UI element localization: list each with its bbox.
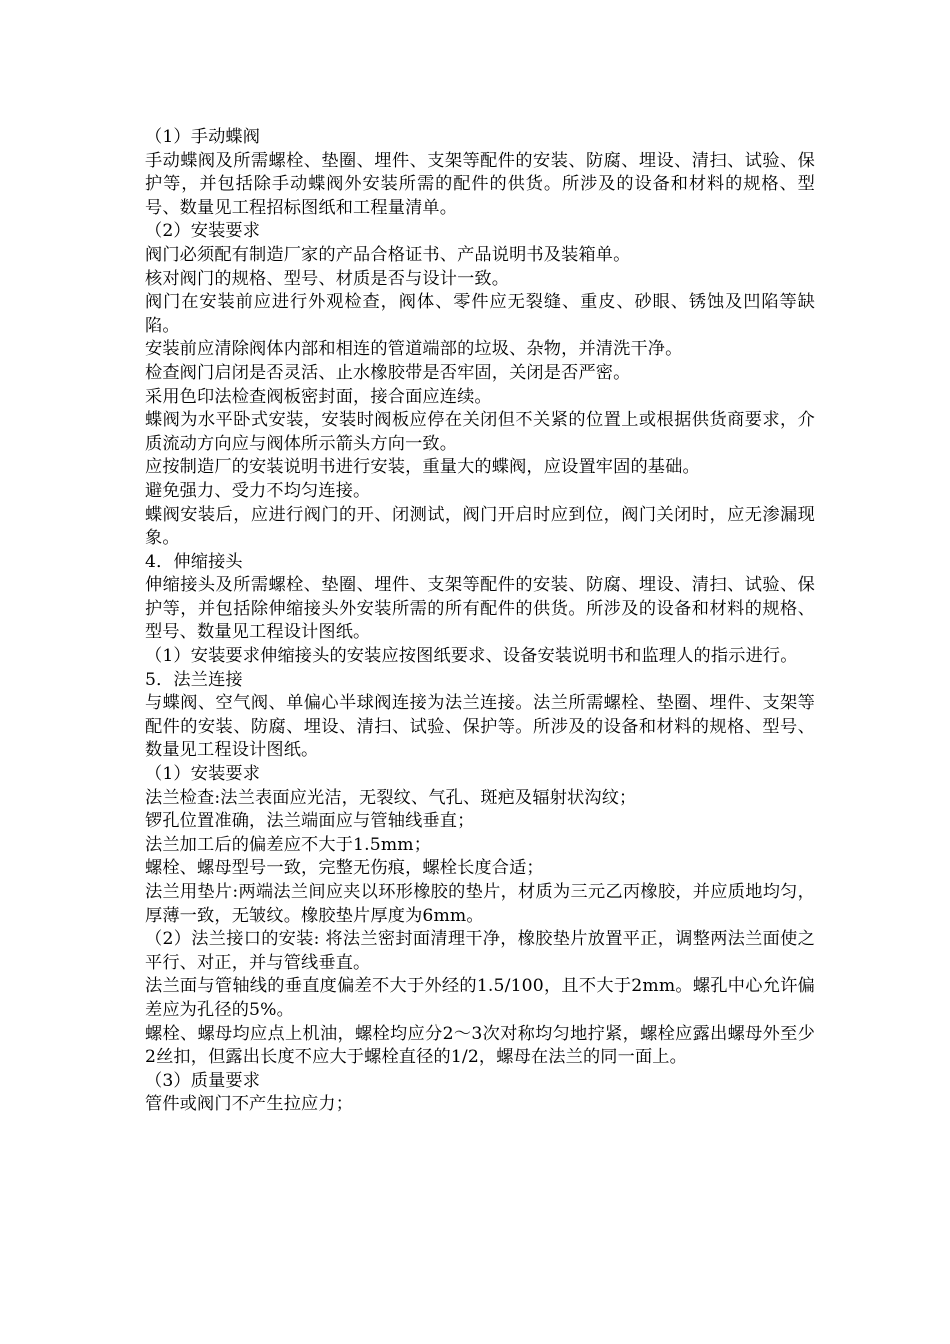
paragraph-manufacturer-instructions: 应按制造厂的安装说明书进行安装，重量大的蝶阀，应设置牢固的基础。 (145, 457, 700, 478)
paragraph-flange-scope: 与蝶阀、空气阀、单偏心半球阀连接为法兰连接。法兰所需螺栓、垫圈、埋件、支架等配件的安装、防腐、埋设、清扫、试验、保护等。所涉及的设备和材料的规格、型号、数量见工程设计图纸。 (145, 693, 815, 761)
paragraph-expansion-joint-requirements: （1）安装要求伸缩接头的安装应按图纸要求、设备安装说明书和监理人的指示进行。 (145, 646, 798, 667)
section-heading-flange-connection: 5．法兰连接 (145, 669, 243, 690)
paragraph-bolt-nut: 螺栓、螺母型号一致，完整无伤痕，螺栓长度合适； (145, 858, 544, 879)
paragraph-perpendicularity: 法兰面与管轴线的垂直度偏差不大于外经的1.5/100，且不大于2mm。螺孔中心允许偏差应为孔径的5%。 (145, 976, 815, 1020)
paragraph-bolt-tightening: 螺栓、螺母均应点上机油，螺栓均应分2～3次对称均匀地拧紧，螺栓应露出螺母外至少2丝扣，但露出长度不应大于螺栓直径的1/2，螺母在法兰的同一面上。 (145, 1023, 815, 1068)
paragraph-avoid-force: 避免强力、受力不均匀连接。 (145, 480, 371, 501)
paragraph-manual-valve-scope: 手动蝶阀及所需螺栓、垫圈、埋件、支架等配件的安装、防腐、埋设、清扫、试验、保护等，并包括除手动蝶阀外安装所需的配件的供货。所涉及的设备和材料的规格、型号、数量见工程招标图纸和工程量清单。 (145, 150, 815, 218)
paragraph-horizontal-install: 蝶阀为水平卧式安装，安装时阀板应停在关闭但不关紧的位置上或根据供货商要求，介质流动方向应与阀体所示箭头方向一致。 (145, 410, 815, 454)
paragraph-verify-spec: 核对阀门的规格、型号、材质是否与设计一致。 (145, 268, 510, 289)
paragraph-no-tensile-stress: 管件或阀门不产生拉应力； (145, 1094, 354, 1115)
paragraph-expansion-joint-scope: 伸缩接头及所需螺栓、垫圈、埋件、支架等配件的安装、防腐、埋设、清扫、试验、保护等，并包括除伸缩接头外安装所需的所有配件的供货。所涉及的设备和材料的规格、型号、数量见工程设计图纸。 (145, 575, 815, 643)
section-heading-install-requirements: （2）安装要求 (145, 221, 261, 242)
paragraph-color-print-check: 采用色印法检查阀板密封面，接合面应连续。 (145, 386, 492, 407)
paragraph-hole-position: 锣孔位置准确，法兰端面应与管轴线垂直； (145, 811, 475, 832)
paragraph-gasket: 法兰用垫片:两端法兰间应夹以环形橡胶的垫片，材质为三元乙丙橡胶，并应质地均匀，厚薄一致，无皱纹。橡胶垫片厚度为6mm。 (145, 882, 815, 926)
section-heading-quality-requirements: （3）质量要求 (145, 1070, 261, 1091)
paragraph-flange-joint-install: （2）法兰接口的安装: 将法兰密封面清理干净，橡胶垫片放置平正，调整两法兰面使之平行、对正，并与管线垂直。 (145, 929, 815, 973)
paragraph-visual-inspection: 阀门在安装前应进行外观检查，阀体、零件应无裂缝、重皮、砂眼、锈蚀及凹陷等缺陷。 (145, 292, 815, 336)
document-body (145, 126, 815, 1117)
paragraph-valve-certificates: 阀门必须配有制造厂家的产品合格证书、产品说明书及装箱单。 (145, 244, 631, 265)
paragraph-flange-deviation: 法兰加工后的偏差应不大于1.5mm； (145, 834, 432, 855)
section-heading-manual-butterfly-valve: （1）手动蝶阀 (145, 127, 261, 147)
paragraph-open-close-test: 蝶阀安装后，应进行阀门的开、闭测试，阀门开启时应到位，阀门关闭时，应无渗漏现象。 (145, 504, 815, 549)
paragraph-check-opening: 检查阀门启闭是否灵活、止水橡胶带是否牢固，关闭是否严密。 (145, 362, 631, 383)
section-heading-flange-install-requirements: （1）安装要求 (145, 764, 261, 785)
paragraph-flange-inspection: 法兰检查:法兰表面应光洁，无裂纹、气孔、斑疤及辐射状沟纹； (145, 787, 637, 808)
paragraph-clean-before-install: 安装前应清除阀体内部和相连的管道端部的垃圾、杂物，并清洗干净。 (145, 339, 683, 360)
section-heading-expansion-joint: 4．伸缩接头 (145, 551, 243, 572)
